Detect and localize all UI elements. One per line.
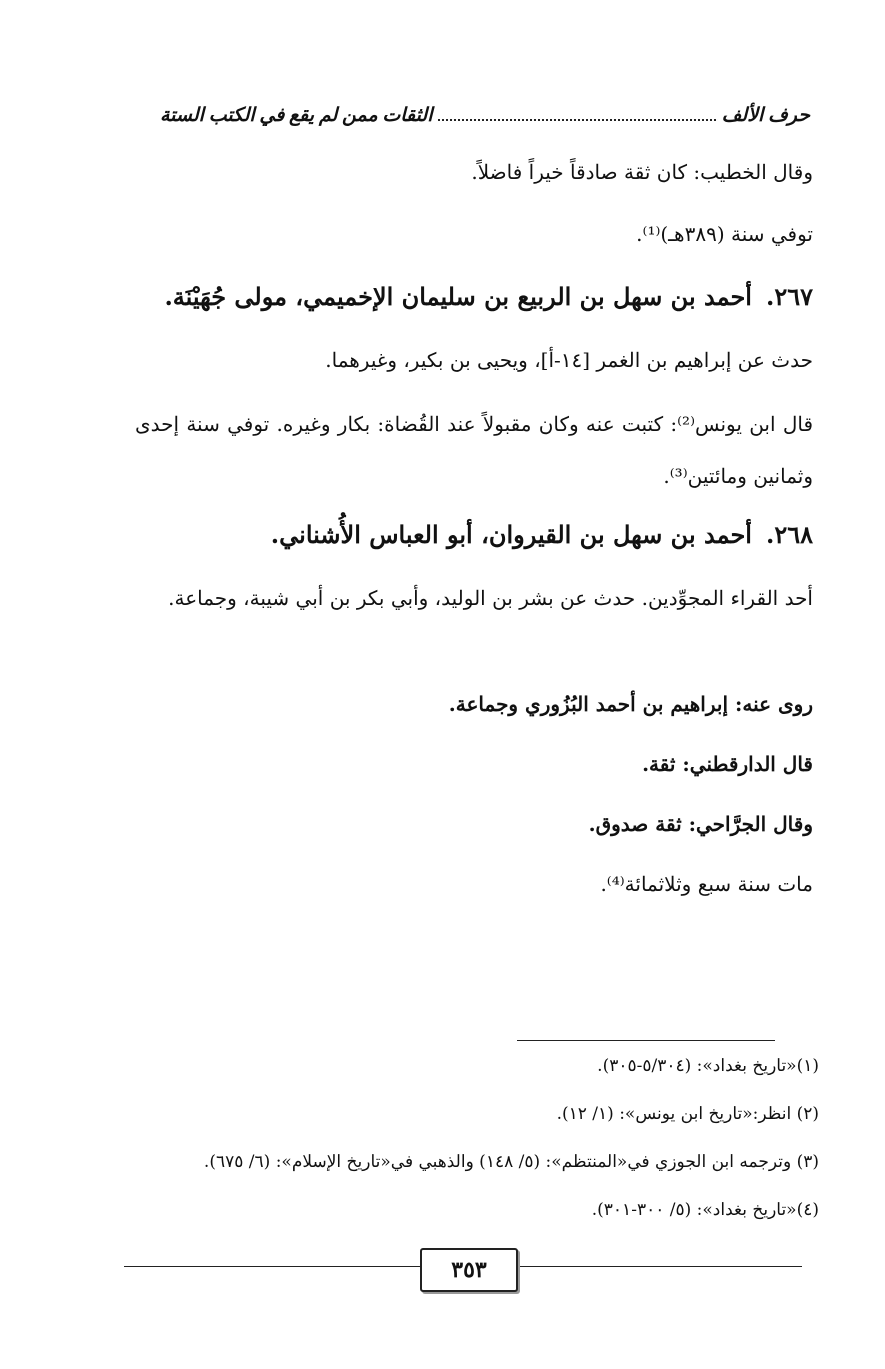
bottom-rule-right xyxy=(514,1266,802,1267)
text-line: قال الدارقطني: ثقة. xyxy=(642,752,813,776)
page-number: ٣٥٣ xyxy=(420,1248,518,1292)
text-line: توفي سنة (٣٨٩هـ)⁽¹⁾. xyxy=(636,222,813,246)
footnote: (١)«تاريخ بغداد»: (٥/٣٠٤-٣٠٥). xyxy=(597,1056,819,1076)
entry-heading-267 xyxy=(164,282,813,311)
entry-number: ٢٦٨. xyxy=(765,520,813,549)
text-line: حدث عن إبراهيم بن الغمر [١٤-أ]، ويحيى بن بكير، وغيرهما. xyxy=(325,348,813,372)
entry-number: ٢٦٧. xyxy=(765,282,813,311)
bottom-rule-left xyxy=(124,1266,420,1267)
header-left-title: الثقات ممن لم يقع في الكتب الستة xyxy=(160,104,433,126)
header-right-title: حرف الألف xyxy=(721,104,810,126)
footnote: (٣) وترجمه ابن الجوزي في«المنتظم»: (٥/ ١٤٨) والذهبي في«تاريخ الإسلام»: (٦/ ٦٧٥). xyxy=(203,1152,819,1172)
text-line: وقال الجرَّاحي: ثقة صدوق. xyxy=(588,812,813,836)
footnote: (٤)«تاريخ بغداد»: (٥/ ٣٠٠-٣٠١). xyxy=(591,1200,819,1220)
text-line: مات سنة سبع وثلاثمائة⁽⁴⁾. xyxy=(600,872,813,896)
text-paragraph: أحد القراء المجوِّدين. حدث عن بشر بن الوليد، وأبي بكر بن أبي شيبة، وجماعة. xyxy=(168,586,813,610)
running-header xyxy=(160,98,810,132)
text-line: روى عنه: إبراهيم بن أحمد البُزُوري وجماعة. xyxy=(448,692,813,716)
entry-heading-268 xyxy=(271,520,813,549)
entry-title: أحمد بن سهل بن الربيع بن سليمان الإخميمي، مولى جُهَيْنَة. xyxy=(164,282,752,311)
header-dot-leader xyxy=(438,109,715,121)
entry-title: أحمد بن سهل بن القيروان، أبو العباس الأُشناني. xyxy=(270,520,752,549)
footnote: (٢) انظر:«تاريخ ابن يونس»: (١/ ١٢). xyxy=(556,1104,819,1124)
text-line: وقال الخطيب: كان ثقة صادقاً خيراً فاضلاً. xyxy=(471,160,813,184)
footnote-separator xyxy=(517,1040,775,1041)
text-paragraph: قال ابن يونس⁽²⁾: كتبت عنه وكان مقبولاً عند القُضاة: بكار وغيره. توفي سنة إحدى وثمانين ومائتين⁽³⁾. xyxy=(135,412,813,488)
